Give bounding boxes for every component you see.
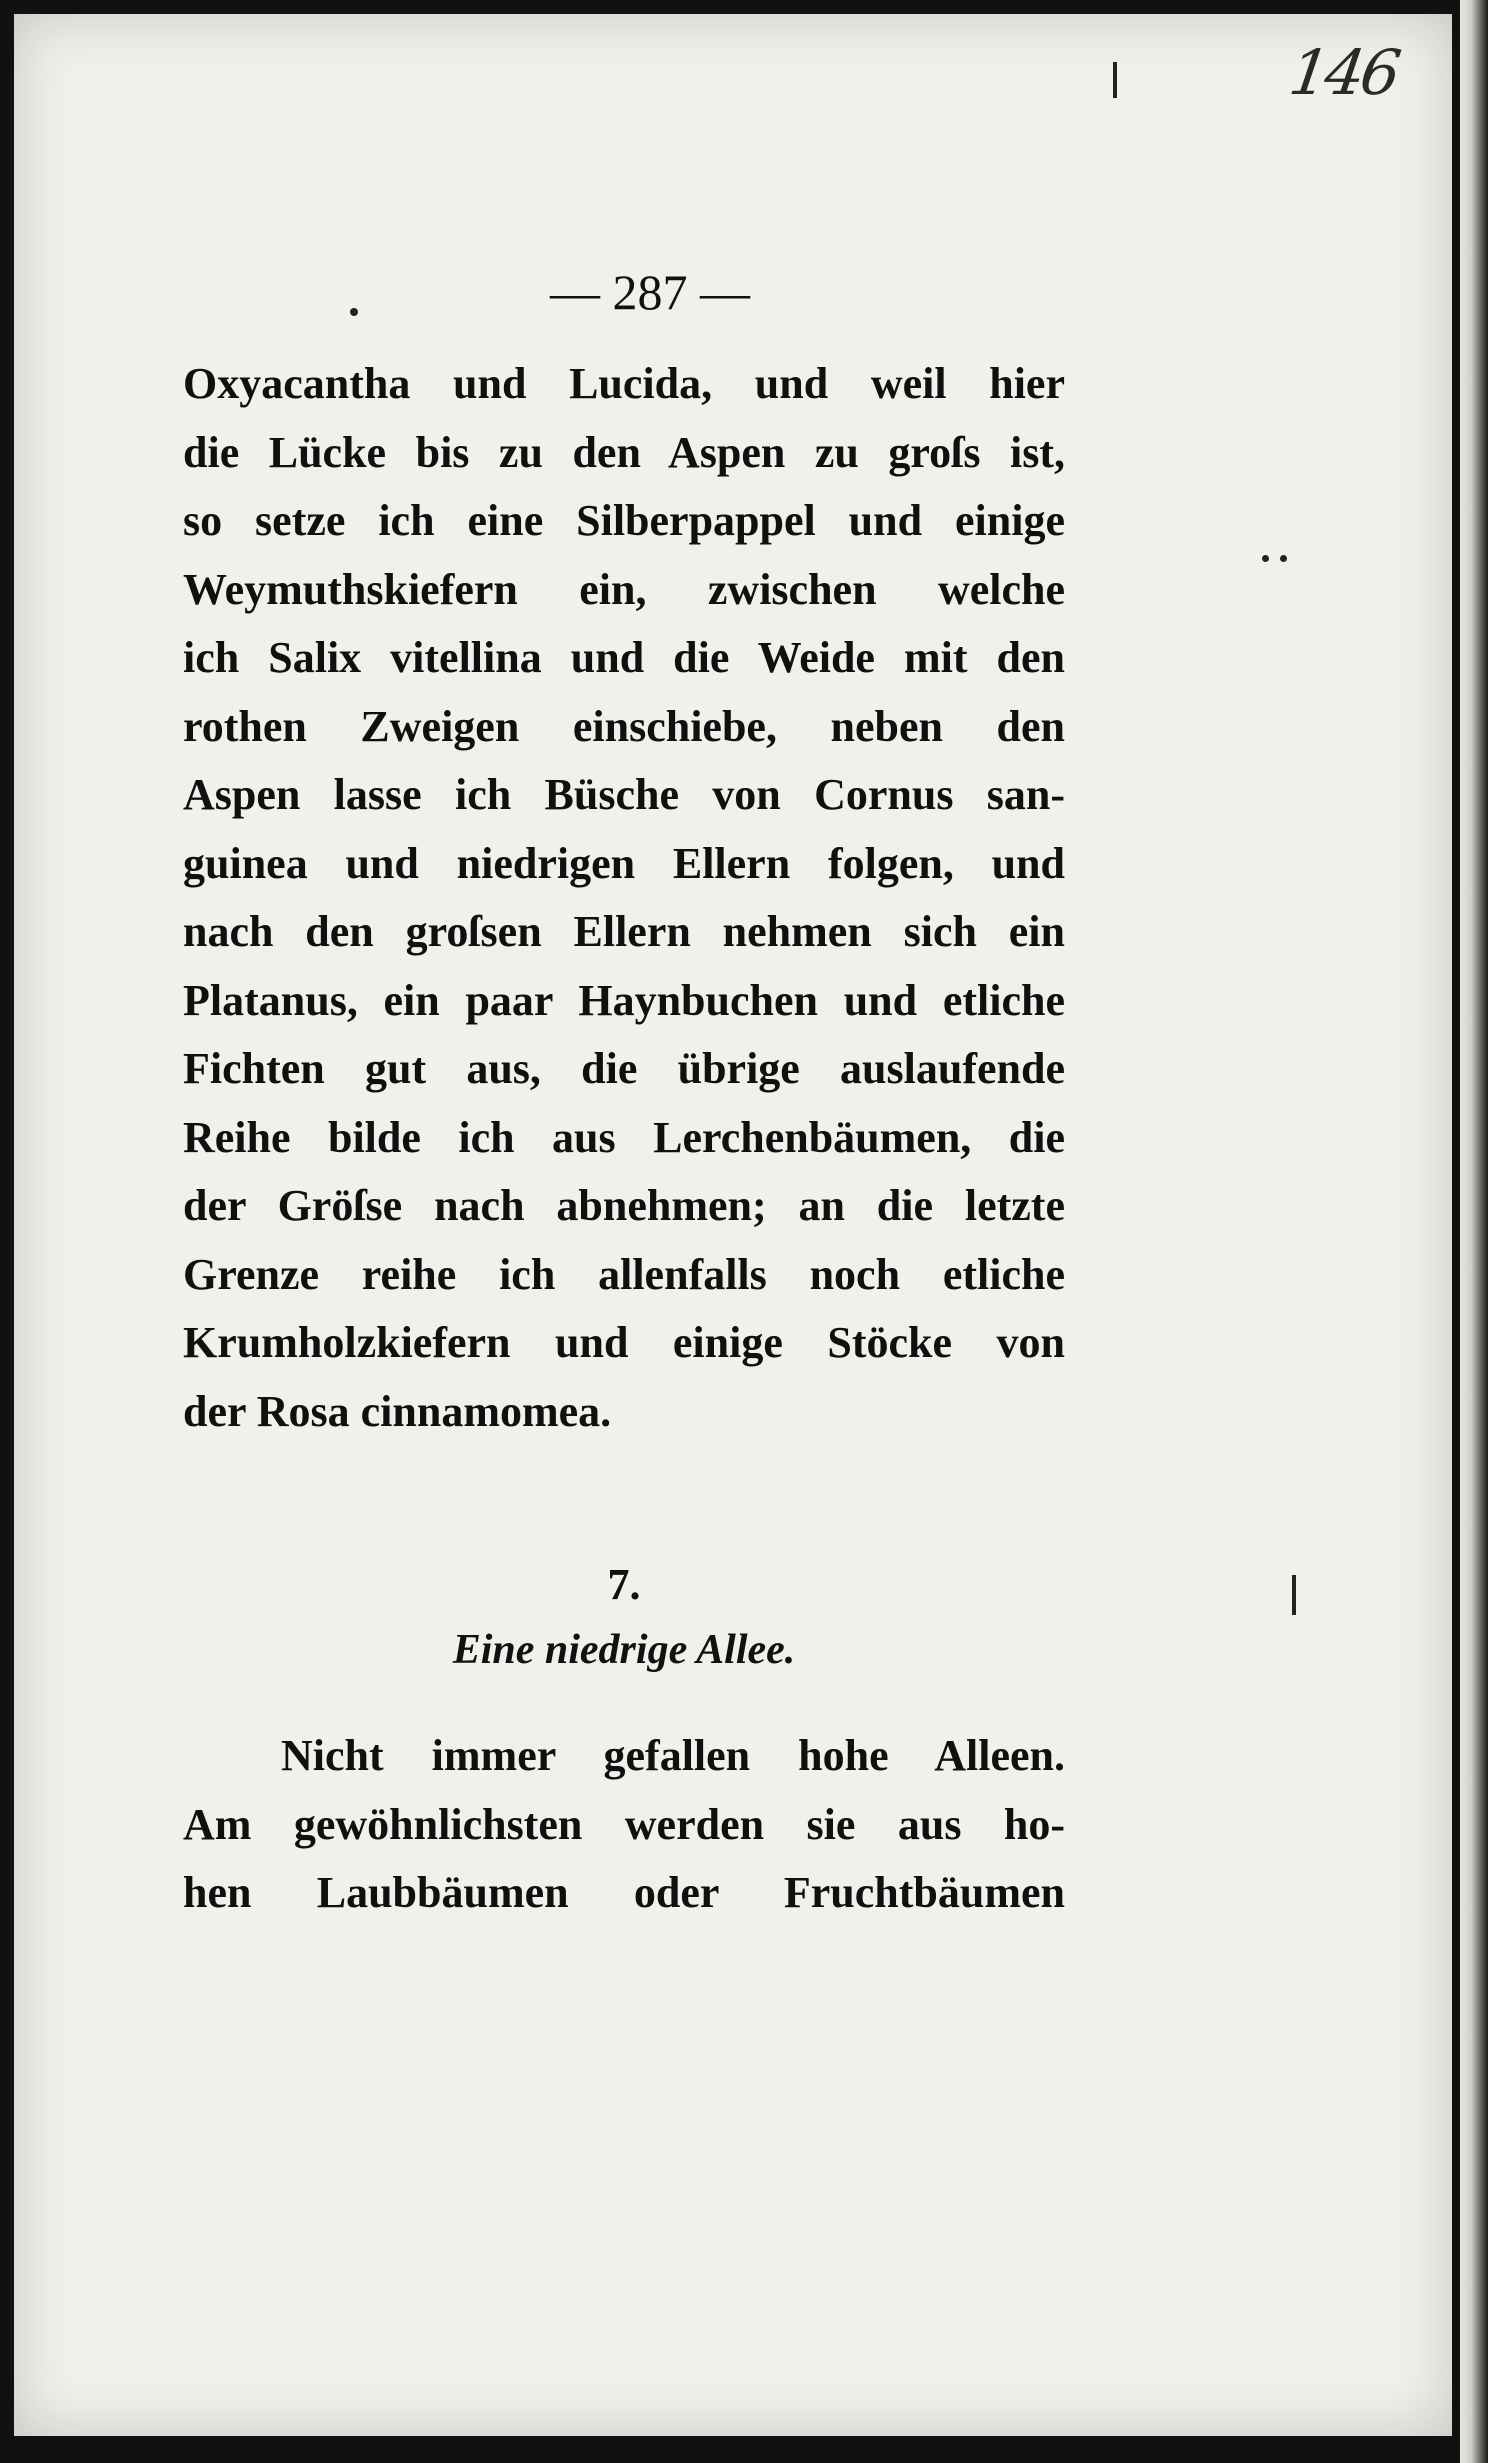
text-line: Fichten gut aus, die übrige auslaufende [183,1044,1065,1093]
text-line: Am gewöhnlichsten werden sie aus ho- [183,1799,1065,1849]
ink-mark [1113,62,1117,98]
paragraph-1 [183,350,1065,1446]
text-line: Nicht immer gefallen hohe Alleen. [281,1731,1065,1780]
text-line: Weymuthskiefern ein, zwischen welche [183,564,1065,614]
text-line: nach den groſsen Ellern nehmen sich ein [183,907,1065,956]
ink-speck [350,308,358,316]
text-line: Platanus, ein paar Haynbuchen und etliche [183,975,1065,1025]
page-header: — 287 — [550,264,750,320]
text-line: ich Salix vitellina und die Weide mit den [183,633,1065,682]
ink-speck [1262,555,1269,562]
text-line: die Lücke bis zu den Aspen zu groſs ist, [183,427,1065,477]
paragraph-2 [183,1722,1065,1928]
page-edge-shadow [1460,0,1488,2463]
handwritten-folio-number: 146 [1284,36,1402,109]
text-line: der Gröſse nach abnehmen; an die letzte [183,1181,1065,1230]
text-line: so setze ich eine Silberpappel und einige [183,496,1065,545]
text-line: der Rosa cinnamomea. [183,1386,612,1436]
text-line: Oxyacantha und Lucida, und weil hier [183,359,1065,408]
ink-speck [1280,555,1287,562]
text-line: Aspen lasse ich Büsche von Cornus san- [183,770,1065,819]
text-line: Krumholzkiefern und einige Stöcke von [183,1318,1065,1367]
ink-mark [1292,1575,1296,1615]
text-line: guinea und niedrigen Ellern folgen, und [183,838,1065,888]
text-line: rothen Zweigen einschiebe, neben den [183,701,1065,751]
text-line: hen Laubbäumen oder Fruchtbäumen [183,1868,1065,1917]
text-line: Grenze reihe ich allenfalls noch etliche [183,1249,1065,1299]
text-line: Reihe bilde ich aus Lerchenbäumen, die [183,1112,1065,1162]
section-title: Eine niedrige Allee. [452,1627,796,1673]
section-number: 7. [607,1560,641,1609]
